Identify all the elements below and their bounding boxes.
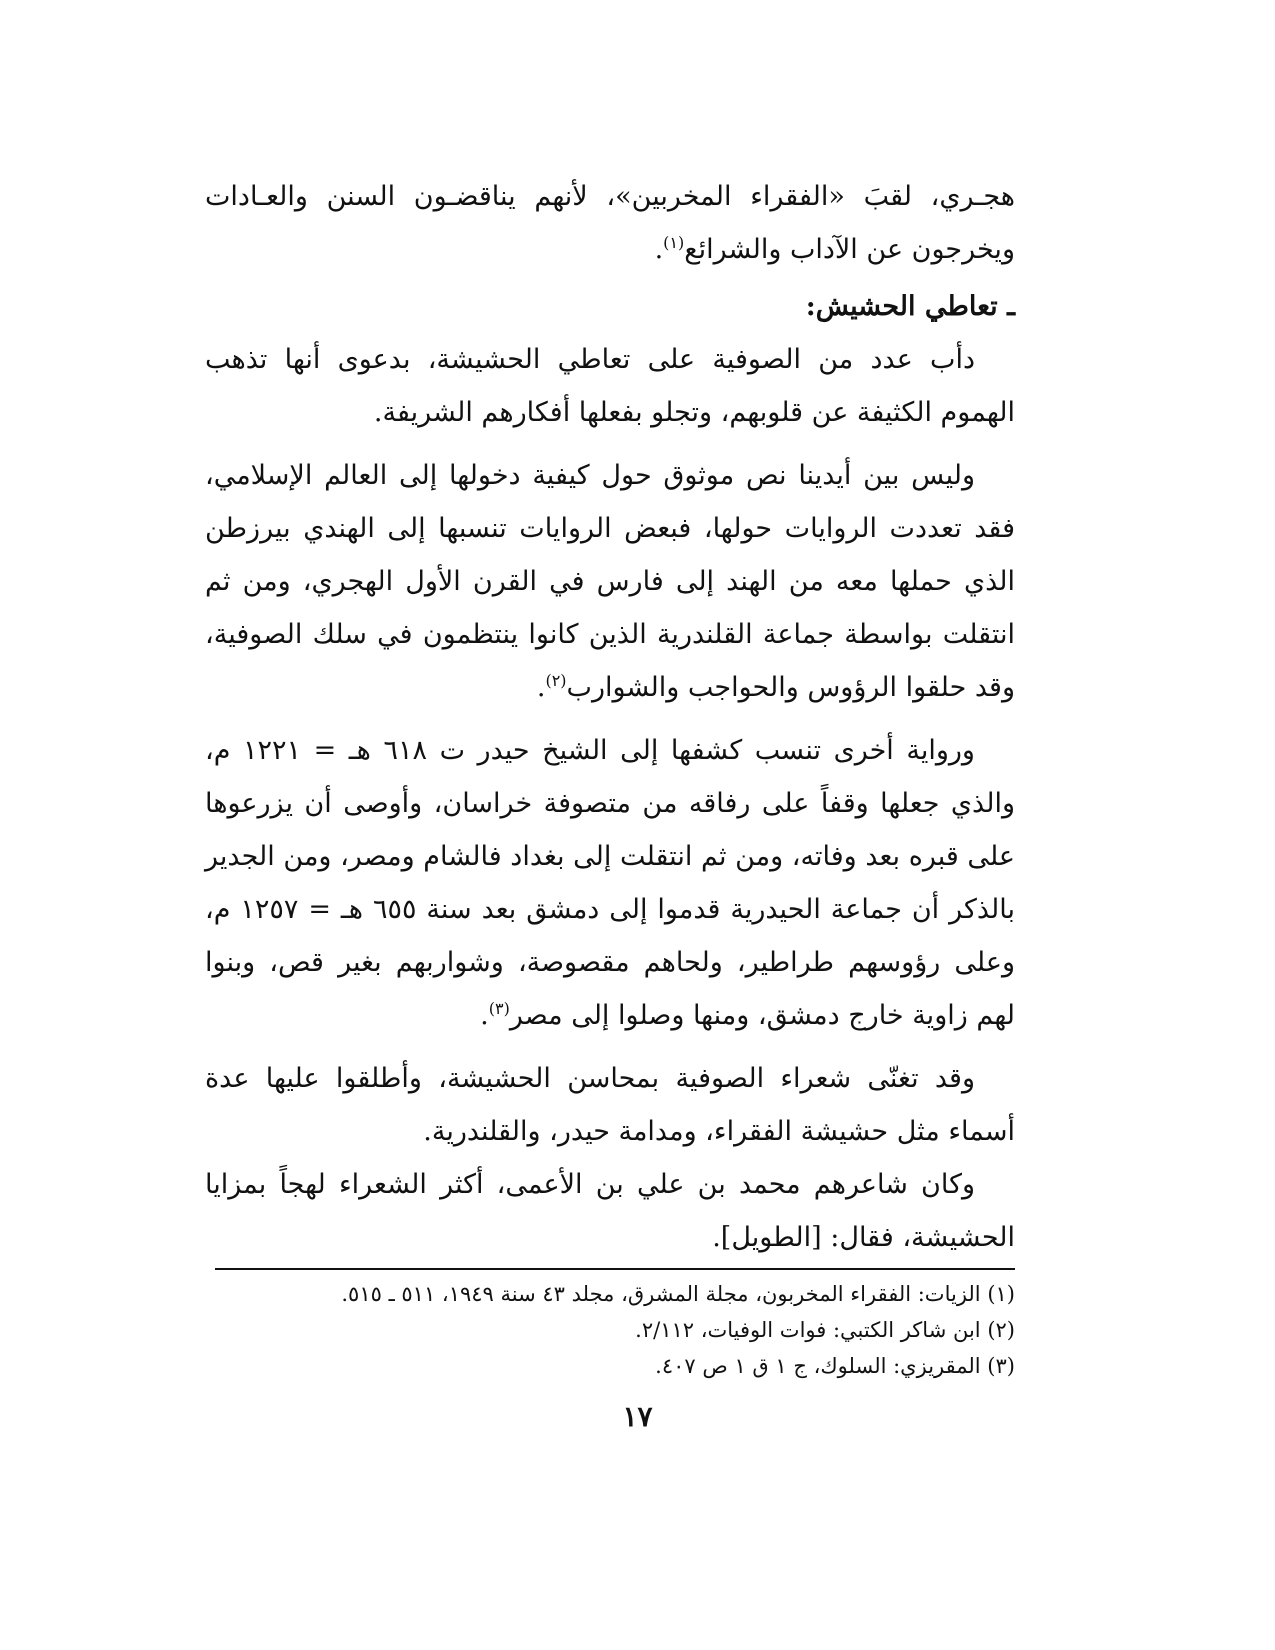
paragraph: وكان شاعرهم محمد بن علي بن الأعمى، أكثر الشعراء لهجاً بمزايا الحشيشة، فقال: [الطويل]. — [205, 1169, 1015, 1253]
paragraph-text: ورواية أخرى تنسب كشفها إلى الشيخ حيدر ت ٦١٨ هـ = ١٢٢١ م، والذي جعلها وقفاً على رفاقه من متصوفة خراسان، وأوصى أن يزرعوها على قبره بعد وفاته، ومن ثم انتقلت إلى بغداد فالشام ومصر، ومن الجدير بالذكر أن جماعة الحيدرية قدموا إلى دمشق بعد سنة ٦٥٥ هـ = ١٢٥٧ م، وعلى رؤوسهم طراطير، ولحاهم مقصوصة، وشواربهم بغير قص، وبنوا لهم زاوية خارج دمشق، ومنها وصلوا إلى مصر — [205, 735, 1015, 1031]
section-heading: ـ تعاطي الحشيش: — [805, 291, 1015, 322]
paragraph-continuation — [205, 170, 1015, 276]
footnote-ref: (٣) — [488, 999, 510, 1018]
page-number: ١٧ — [622, 1400, 653, 1433]
footnote-2: (٢) ابن شاكر الكتبي: فوات الوفيات، ٢/١١٢. — [635, 1318, 1015, 1342]
footnote-ref: (١) — [663, 233, 685, 252]
paragraph-end: . — [480, 1000, 489, 1031]
paragraph — [205, 449, 1015, 714]
paragraph-end: . — [654, 234, 664, 265]
footnote-divider — [215, 1268, 1015, 1270]
footnote-1: (١) الزيات: الفقراء المخربون، مجلة المشرق، مجلد ٤٣ سنة ١٩٤٩، ٥١١ ـ ٥١٥. — [341, 1282, 1015, 1306]
paragraph-text: وليس بين أيدينا نص موثوق حول كيفية دخولها إلى العالم الإسلامي، فقد تعددت الروايات حولها، فبعض الروايات تنسبها إلى الهندي بيرزطن الذي حملها معه من الهند إلى فارس في القرن الأول الهجري، ومن ثم انتقلت بواسطة جماعة القلندرية الذين كانوا ينتظمون في سلك الصوفية، وقد حلقوا الرؤوس والحواجب والشوارب — [205, 460, 1015, 703]
footnote-3: (٣) المقريزي: السلوك، ج ١ ق ١ ص ٤٠٧. — [655, 1354, 1015, 1378]
paragraph — [205, 724, 1015, 1042]
paragraph: دأب عدد من الصوفية على تعاطي الحشيشة، بدعوى أنها تذهب الهموم الكثيفة عن قلوبهم، وتجلو بفعلها أفكارهم الشريفة. — [205, 344, 1015, 428]
paragraph-text: هجـري، لقبَ «الفقراء المخربين»، لأنهم يناقضـون السنن والعـادات ويخرجون عن الآداب والشرائع — [205, 181, 1015, 265]
footnote-ref: (٢) — [545, 671, 567, 690]
page-body — [205, 170, 1015, 1510]
paragraph: وقد تغنّى شعراء الصوفية بمحاسن الحشيشة، وأطلقوا عليها عدة أسماء مثل حشيشة الفقراء، ومدامة حيدر، والقلندرية. — [205, 1063, 1015, 1147]
paragraph-end: . — [536, 672, 546, 703]
